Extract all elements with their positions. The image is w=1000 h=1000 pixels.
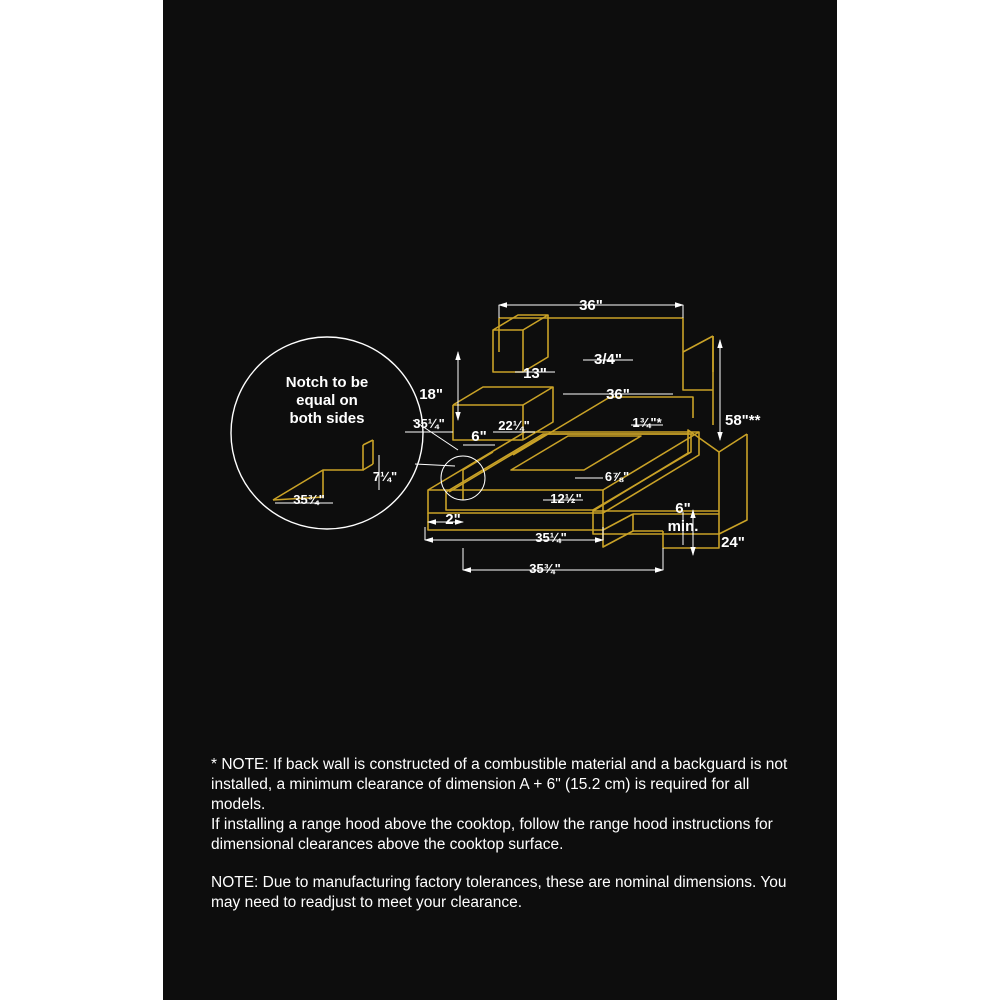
note-combustible-material: * NOTE: If back wall is constructed of a combustible material and a backguard is not installed, a minimum clearance of dimension A + 6" (15.2 cm) is required for all models.	[211, 756, 788, 813]
dim-front-offset: 12½"	[550, 491, 582, 506]
dim-rear-gap: 1¾"*	[632, 415, 662, 430]
dim-small-offset: 2"	[445, 511, 461, 528]
note-range-hood: If installing a range hood above the cooktop, follow the range hood instructions for dimensional clearances above the cooktop surface.	[211, 816, 773, 853]
dim-side-offset: 6"	[471, 428, 487, 445]
callout-line-1: Notch to be	[285, 374, 369, 391]
dim-min-clearance: 6"	[675, 500, 691, 517]
note-tolerances: NOTE: Due to manufacturing factory tolerances, these are nominal dimensions. You may need to readjust to meet your clearance.	[211, 874, 787, 911]
dim-counter-depth: 24"	[721, 534, 745, 551]
dim-rear-height: 18"	[419, 386, 443, 403]
dim-notch-height: 7¼"	[372, 469, 398, 484]
dim-min-clearance-note: min.	[667, 518, 699, 535]
dim-overall-height: 58"**	[725, 412, 761, 429]
notes-block	[211, 755, 791, 913]
dim-top-width: 36"	[579, 297, 603, 314]
dim-cutout-depth: 22¼"	[498, 418, 530, 433]
notch-detail-callout	[231, 337, 423, 529]
callout-line-2: equal on	[296, 392, 358, 409]
dim-inner-width: 36"	[606, 386, 630, 403]
dim-cutout-width: 35¼"	[535, 530, 567, 545]
dim-backguard-depth: 3/4"	[594, 351, 622, 368]
dim-notch-width: 35¾"	[293, 492, 325, 507]
diagram-canvas	[163, 0, 837, 1000]
range-dimension-drawing	[163, 0, 837, 640]
callout-line-3: both sides	[289, 410, 365, 427]
drawing-svg	[163, 0, 837, 640]
dim-counter-height: 35¼"	[413, 416, 445, 431]
dim-burner-offset: 6⅞"	[604, 469, 630, 484]
dim-overall-width: 35¾"	[529, 561, 561, 576]
dim-backguard-height: 13"	[523, 365, 547, 382]
